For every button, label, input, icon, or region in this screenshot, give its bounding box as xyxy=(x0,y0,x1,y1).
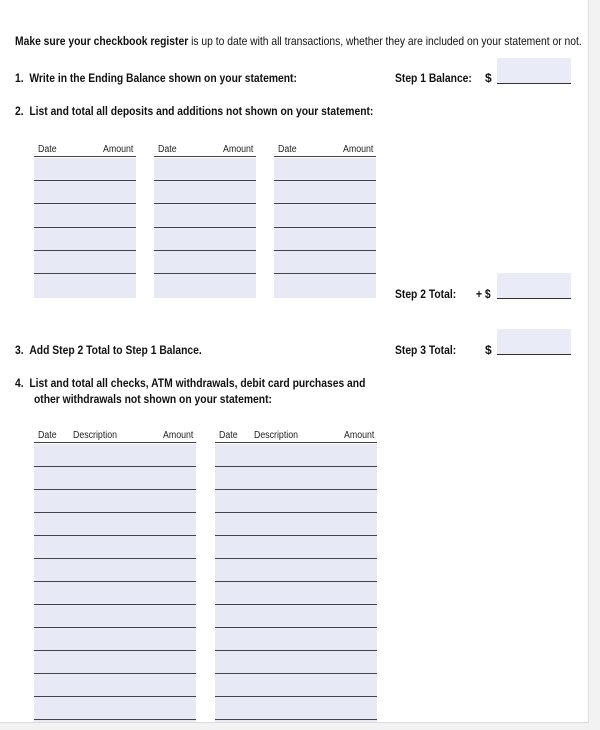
entry-line[interactable] xyxy=(34,227,136,228)
entry-line[interactable] xyxy=(154,273,256,274)
intro-rest: is up to date with all transactions, whether they are included on your statement or not. xyxy=(188,34,582,48)
deposit-col3-date-header: Date xyxy=(278,144,297,155)
intro-text xyxy=(15,34,589,48)
entry-line[interactable] xyxy=(34,250,136,251)
step-1-balance-underline xyxy=(497,83,571,84)
header-rule xyxy=(274,156,376,157)
step-3 xyxy=(15,343,232,357)
step-4-line2 xyxy=(34,392,311,406)
step-3-total-field[interactable] xyxy=(497,329,571,354)
entry-line[interactable] xyxy=(274,250,376,251)
entry-line[interactable] xyxy=(215,535,377,536)
entry-line[interactable] xyxy=(215,466,377,467)
step-2-number: 2. xyxy=(15,104,24,118)
step-2-total-underline xyxy=(497,298,571,299)
step-2-total-field[interactable] xyxy=(497,273,571,298)
entry-line[interactable] xyxy=(34,512,196,513)
entry-line[interactable] xyxy=(215,512,377,513)
step-3-total-underline xyxy=(497,354,571,355)
entry-line[interactable] xyxy=(34,466,196,467)
step-3-number: 3. xyxy=(15,343,24,357)
intro-bold: Make sure your checkbook register xyxy=(15,34,189,48)
entry-line[interactable] xyxy=(34,650,196,651)
step-2-total-label: Step 2 Total: xyxy=(395,287,457,301)
entry-line[interactable] xyxy=(215,489,377,490)
entry-line[interactable] xyxy=(34,180,136,181)
entry-line[interactable] xyxy=(215,558,377,559)
entry-line[interactable] xyxy=(215,650,377,651)
deposit-table-column-2[interactable] xyxy=(154,158,256,298)
header-rule xyxy=(215,442,377,443)
entry-line[interactable] xyxy=(154,203,256,204)
entry-line[interactable] xyxy=(215,581,377,582)
entry-line[interactable] xyxy=(215,719,377,720)
entry-line[interactable] xyxy=(215,627,377,628)
entry-line[interactable] xyxy=(34,696,196,697)
step-4-number: 4. xyxy=(15,376,24,390)
deposit-col2-amount-header: Amount xyxy=(223,144,254,155)
step-3-text: Add Step 2 Total to Step 1 Balance. xyxy=(29,343,202,357)
deposit-table-column-1[interactable] xyxy=(34,158,136,298)
entry-line[interactable] xyxy=(34,719,196,720)
withdrawal-col2-description-header: Description xyxy=(254,430,299,441)
entry-line[interactable] xyxy=(215,673,377,674)
step-1-dollar-sign: $ xyxy=(485,71,492,85)
step-1-text: Write in the Ending Balance shown on your statement: xyxy=(29,71,297,85)
withdrawal-table-column-1[interactable] xyxy=(34,444,196,722)
withdrawal-col2-date-header: Date xyxy=(219,430,238,441)
step-1 xyxy=(15,71,343,85)
entry-line[interactable] xyxy=(154,250,256,251)
deposit-table-column-3[interactable] xyxy=(274,158,376,298)
deposit-col2-date-header: Date xyxy=(158,144,177,155)
entry-line[interactable] xyxy=(274,227,376,228)
deposit-col1-amount-header: Amount xyxy=(103,144,134,155)
entry-line[interactable] xyxy=(34,203,136,204)
entry-line[interactable] xyxy=(34,558,196,559)
withdrawal-col1-description-header: Description xyxy=(73,430,118,441)
entry-line[interactable] xyxy=(274,273,376,274)
step-4-text-line2: other withdrawals not shown on your statement: xyxy=(34,392,272,406)
step-2-text: List and total all deposits and additions not shown on your statement: xyxy=(29,104,374,118)
header-rule xyxy=(34,156,136,157)
withdrawal-table-column-2[interactable] xyxy=(215,444,377,722)
entry-line[interactable] xyxy=(34,627,196,628)
entry-line[interactable] xyxy=(34,673,196,674)
entry-line[interactable] xyxy=(154,227,256,228)
entry-line[interactable] xyxy=(34,604,196,605)
entry-line[interactable] xyxy=(154,180,256,181)
header-rule xyxy=(154,156,256,157)
withdrawal-col1-amount-header: Amount xyxy=(163,430,194,441)
entry-line[interactable] xyxy=(34,489,196,490)
step-3-dollar-sign: $ xyxy=(485,343,492,357)
entry-line[interactable] xyxy=(274,203,376,204)
deposit-col3-amount-header: Amount xyxy=(343,144,374,155)
step-4-text-line1: List and total all checks, ATM withdrawals, debit card purchases and xyxy=(29,376,366,390)
entry-line[interactable] xyxy=(34,535,196,536)
withdrawal-col1-date-header: Date xyxy=(38,430,57,441)
step-1-number: 1. xyxy=(15,71,24,85)
withdrawal-col2-amount-header: Amount xyxy=(344,430,375,441)
step-1-balance-field[interactable] xyxy=(497,58,571,83)
entry-line[interactable] xyxy=(215,604,377,605)
step-2 xyxy=(15,104,432,118)
step-2-plus-dollar: + $ xyxy=(476,287,491,301)
step-3-total-label: Step 3 Total: xyxy=(395,343,457,357)
entry-line[interactable] xyxy=(274,180,376,181)
deposit-col1-date-header: Date xyxy=(38,144,57,155)
step-4 xyxy=(15,376,422,390)
entry-line[interactable] xyxy=(34,581,196,582)
header-rule xyxy=(34,442,196,443)
entry-line[interactable] xyxy=(215,696,377,697)
step-1-balance-label: Step 1 Balance: xyxy=(395,71,472,85)
entry-line[interactable] xyxy=(34,273,136,274)
